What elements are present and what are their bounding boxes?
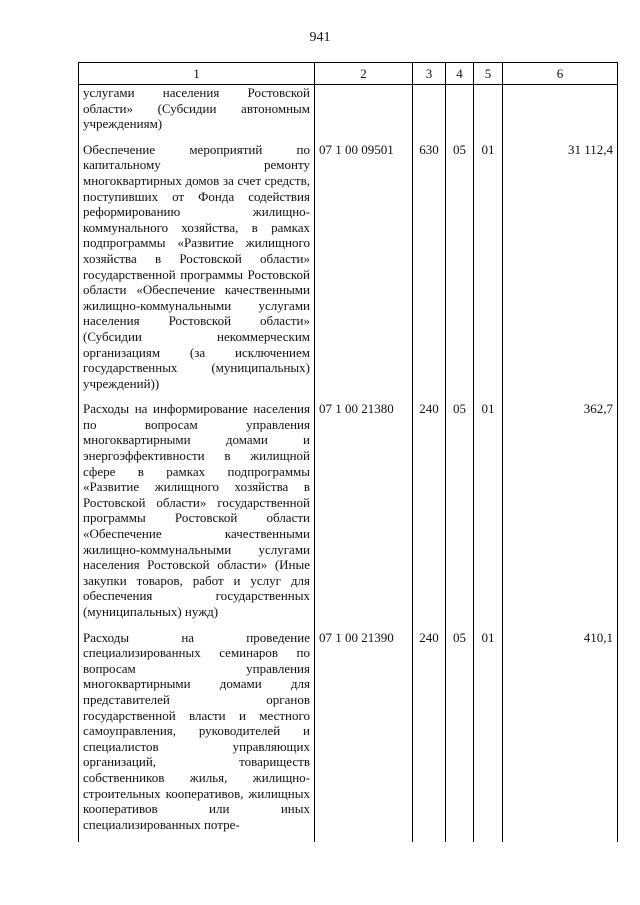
- row-code: 07 1 00 09501: [315, 142, 413, 402]
- row-col5: 01: [474, 630, 503, 843]
- row-col4: 05: [446, 142, 474, 402]
- row-col4: [446, 85, 474, 142]
- row-amount: [503, 85, 618, 142]
- column-header-3: 3: [413, 63, 446, 85]
- table-row: [79, 630, 618, 843]
- column-header-4: 4: [446, 63, 474, 85]
- row-col4: 05: [446, 401, 474, 629]
- row-amount: 362,7: [503, 401, 618, 629]
- row-col5: 01: [474, 401, 503, 629]
- row-amount: 410,1: [503, 630, 618, 843]
- row-col3: 240: [413, 630, 446, 843]
- column-header-2: 2: [315, 63, 413, 85]
- row-col4: 05: [446, 630, 474, 843]
- row-col3: 630: [413, 142, 446, 402]
- table-header-row: [79, 63, 618, 85]
- row-code: [315, 85, 413, 142]
- column-header-6: 6: [503, 63, 618, 85]
- row-col5: [474, 85, 503, 142]
- column-header-1: 1: [79, 63, 315, 85]
- table-row: [79, 401, 618, 629]
- row-col3: [413, 85, 446, 142]
- table-row: [79, 142, 618, 402]
- budget-table: [78, 62, 618, 842]
- row-col3: 240: [413, 401, 446, 629]
- table-row: [79, 85, 618, 142]
- row-description: услугами населения Ростовской области» (Субсидии автономным учреждениям): [79, 85, 315, 142]
- row-description: Расходы на информирование населения по вопросам управления многоквартирными домами и энергоэффективности в жилищной сфере в рамках подпрограммы «Развитие жилищного хозяйства в Ростовской области» государственной программы Ростовской области «Обеспечение качественными жилищно-коммунальными услугами населения Ростовской области» (Иные закупки товаров, работ и услуг для обеспечения государственных (муниципальных) нужд): [79, 401, 315, 629]
- row-amount: 31 112,4: [503, 142, 618, 402]
- row-code: 07 1 00 21380: [315, 401, 413, 629]
- page-number: 941: [309, 30, 331, 45]
- column-header-5: 5: [474, 63, 503, 85]
- row-description: Обеспечение мероприятий по капитальному ремонту многоквартирных домов за счет средств, поступивших от Фонда содействия реформированию жилищно-коммунального хозяйства, в рамках подпрограммы «Развитие жилищного хозяйства в Ростовской области» государственной программы Ростовской области «Обеспечение качественными жилищно-коммунальными услугами населения Ростовской области» (Субсидии некоммерческим организациям (за исключением государственных (муниципальных) учреждений)): [79, 142, 315, 402]
- row-description: Расходы на проведение специализированных семинаров по вопросам управления многоквартирными домами для представителей органов государственной власти и местного самоуправления, руководителей и специалистов управляющих организаций, товариществ собственников жилья, жилищно-строительных кооперативов, жилищных кооперативов или иных специализированных потре-: [79, 630, 315, 843]
- row-col5: 01: [474, 142, 503, 402]
- row-code: 07 1 00 21390: [315, 630, 413, 843]
